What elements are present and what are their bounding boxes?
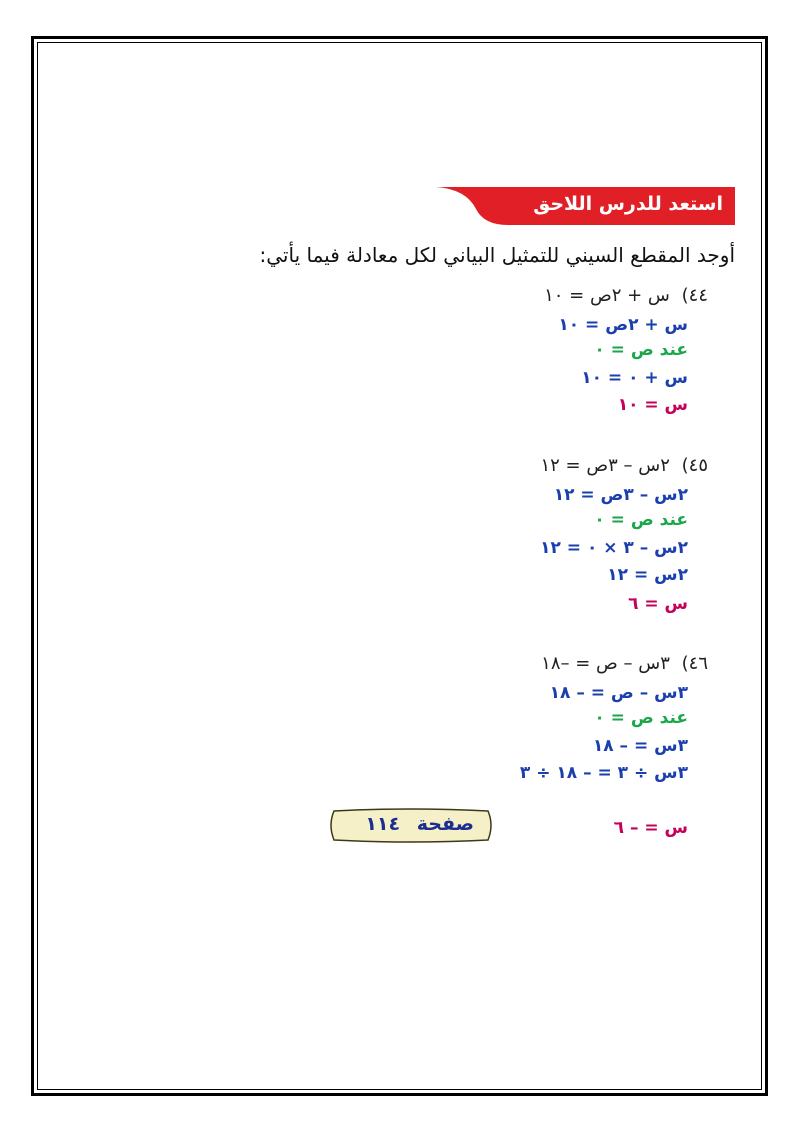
step-line: ٢س = ١٢ [607,565,688,585]
problem-46 [541,653,708,674]
step-line: عند ص = ٠ [594,510,688,530]
section-banner [436,187,735,225]
step-line: ٣س = – ١٨ [592,736,688,756]
page-label: صفحة [416,813,474,835]
problem-number: ٤٤) [681,285,708,306]
problem-number: ٤٦) [681,653,708,674]
step-line: س = ١٠ [617,395,688,415]
problem-45 [540,455,708,476]
page-number-badge [326,807,496,844]
problem-44 [544,285,708,306]
problem-equation: س + ٢ص = ١٠ [544,285,670,306]
step-line: ٣س – ص = – ١٨ [549,683,688,703]
step-line: س = – ٦ [613,818,688,838]
step-line: ٢س – ٣ص = ١٢ [553,485,688,505]
page-badge-text [365,813,474,835]
instruction-heading: أوجد المقطع السيني للتمثيل البياني لكل معادلة فيما يأتي: [259,243,735,267]
step-line: س = ٦ [628,594,688,614]
step-line: س + ٠ = ١٠ [581,368,688,388]
page-number: ١١٤ [365,813,401,835]
banner-title: استعد للدرس اللاحق [533,193,723,215]
problem-number: ٤٥) [681,455,708,476]
problem-equation: ٣س – ص = –١٨ [541,653,670,674]
step-line: عند ص = ٠ [594,708,688,728]
problem-equation: ٢س – ٣ص = ١٢ [540,455,670,476]
step-line: ٣س ÷ ٣ = – ١٨ ÷ ٣ [519,763,688,783]
step-line: عند ص = ٠ [594,340,688,360]
step-line: ٢س – ٣ × ٠ = ١٢ [540,538,688,558]
step-line: س + ٢ص = ١٠ [558,315,688,335]
